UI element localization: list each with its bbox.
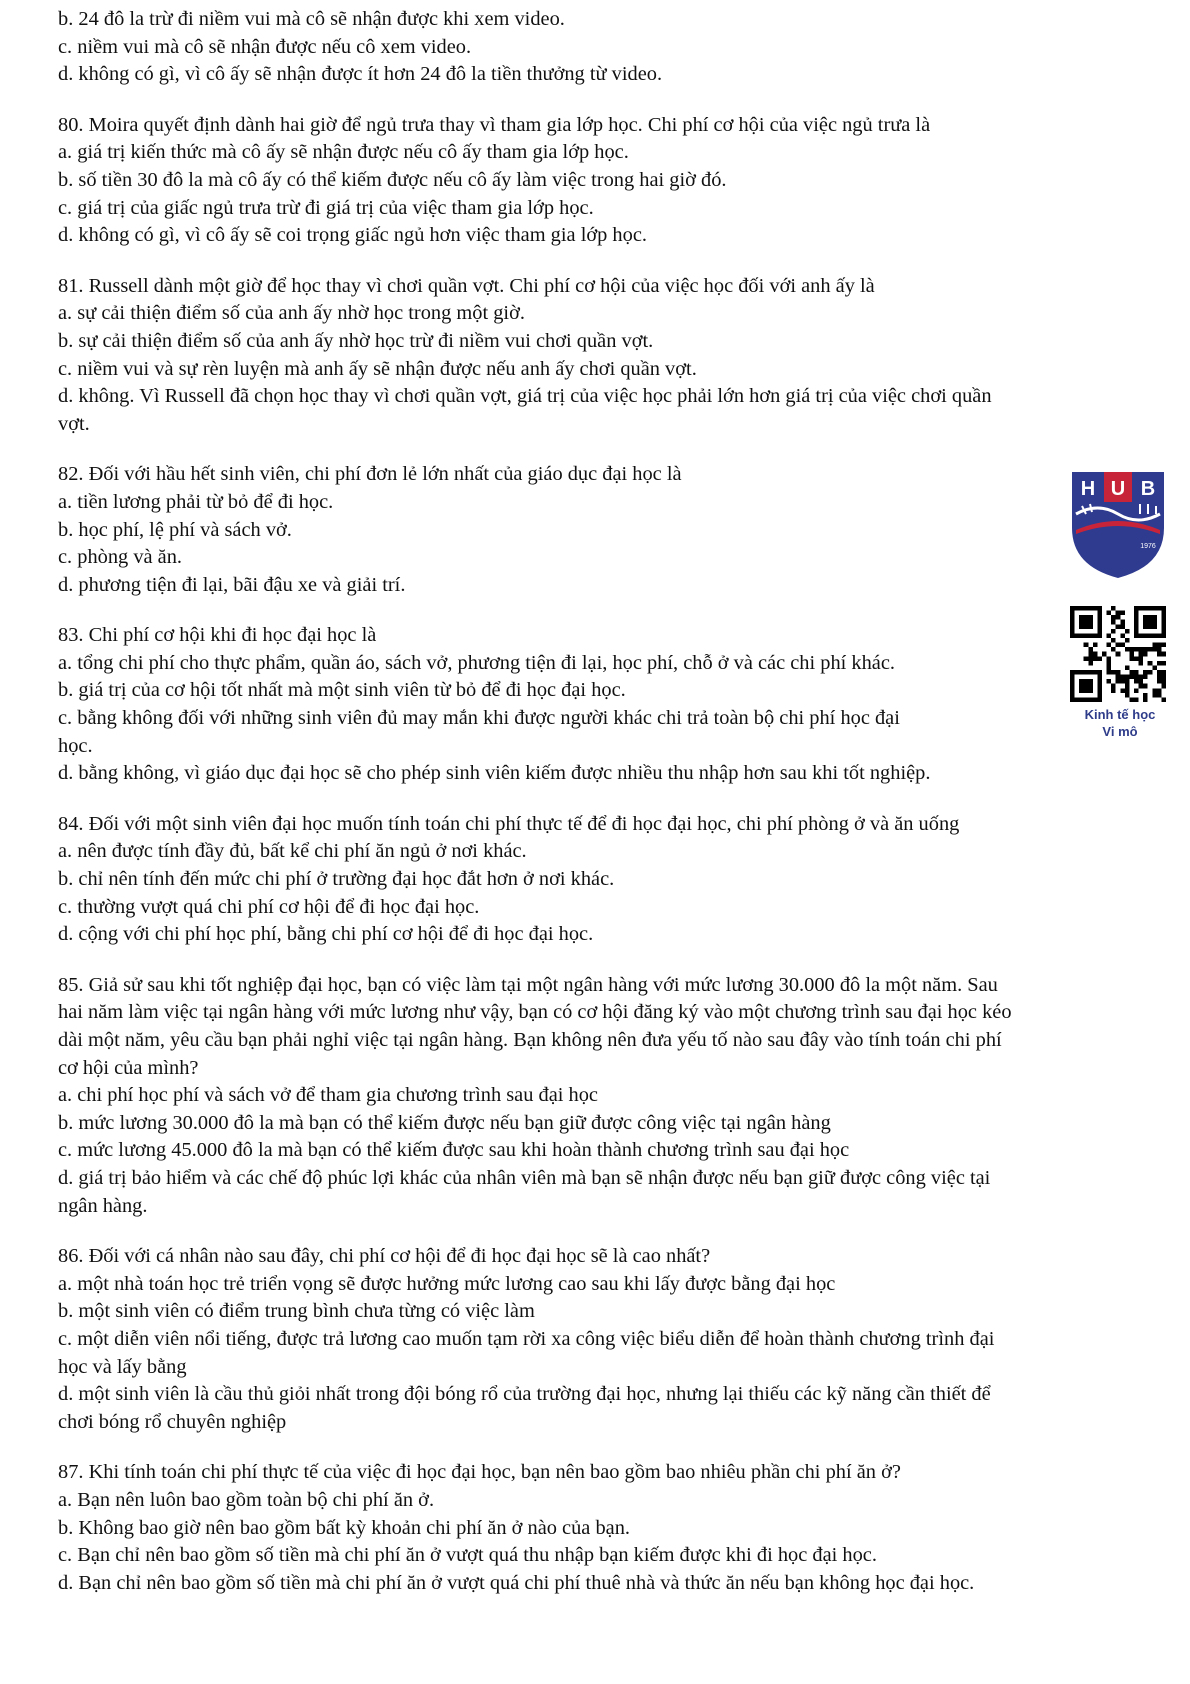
answer-text-line: học. <box>58 734 93 757</box>
answer-text-line: a. nên được tính đầy đủ, bất kể chi phí ăn ngủ ở nơi khác. <box>58 840 527 863</box>
answer-text-line: b. học phí, lệ phí và sách vở. <box>58 518 292 541</box>
answer-text-line: cơ hội của mình? <box>58 1056 199 1079</box>
question-list <box>58 6 1148 1597</box>
answer-text-line: b. số tiền 30 đô la mà cô ấy có thể kiếm được nếu cô ấy làm việc trong hai giờ đó. <box>58 168 727 191</box>
answer-text-line: c. bằng không đối với những sinh viên đủ may mắn khi được người khác chi trả toàn bộ chi phí học đại <box>58 707 900 730</box>
answer-text-line: a. chi phí học phí và sách vở để tham gia chương trình sau đại học <box>58 1084 598 1107</box>
question-q82 <box>58 461 1148 599</box>
hub-shield-icon <box>1068 468 1168 580</box>
answer-text-line: b. sự cải thiện điểm số của anh ấy nhờ học trừ đi niềm vui chơi quần vợt. <box>58 329 654 352</box>
question-text-line: 80. Moira quyết định dành hai giờ để ngủ trưa thay vì tham gia lớp học. Chi phí cơ hội của việc ngủ trưa là <box>58 113 931 136</box>
answer-text-line: d. không có gì, vì cô ấy sẽ nhận được ít hơn 24 đô la tiền thưởng từ video. <box>58 63 663 86</box>
question-q81 <box>58 273 1148 439</box>
question-text-line: 87. Khi tính toán chi phí thực tế của việc đi học đại học, bạn nên bao gồm bao nhiêu phần chi phí ăn ở? <box>58 1461 901 1484</box>
question-q86 <box>58 1243 1148 1436</box>
answer-text-line: a. tiền lương phải từ bỏ để đi học. <box>58 490 334 513</box>
question-q84 <box>58 811 1148 949</box>
answer-text-line: c. niềm vui và sự rèn luyện mà anh ấy sẽ nhận được nếu anh ấy chơi quần vợt. <box>58 357 697 380</box>
question-q80 <box>58 112 1148 250</box>
answer-text-line: b. giá trị của cơ hội tốt nhất mà một sinh viên từ bỏ để đi học đại học. <box>58 679 626 702</box>
answer-text-line: a. giá trị kiến thức mà cô ấy sẽ nhận được nếu cô ấy tham gia lớp học. <box>58 141 629 164</box>
answer-text-line: d. Bạn chỉ nên bao gồm số tiền mà chi phí ăn ở vượt quá chi phí thuê nhà và thức ăn nếu bạn không học đại học. <box>58 1571 975 1594</box>
answer-text-line: d. phương tiện đi lại, bãi đậu xe và giải trí. <box>58 573 406 596</box>
answer-text-line: chơi bóng rổ chuyên nghiệp <box>58 1410 287 1433</box>
qr-code-icon <box>1070 606 1166 702</box>
question-text-line: b. 24 đô la trừ đi niềm vui mà cô sẽ nhận được khi xem video. <box>58 8 565 30</box>
answer-text-line: c. Bạn chỉ nên bao gồm số tiền mà chi phí ăn ở vượt quá thu nhập bạn kiếm được khi đi học đại học. <box>58 1544 877 1567</box>
answer-text-line: ngân hàng. <box>58 1194 148 1217</box>
question-q83 <box>58 622 1148 788</box>
answer-text-line: hai năm làm việc tại ngân hàng với mức lương như vậy, bạn có cơ hội đăng ký vào một chương trình sau đại học kéo <box>58 1001 1012 1024</box>
question-text-line: 83. Chi phí cơ hội khi đi học đại học là <box>58 624 377 647</box>
logo-letter-h: H <box>1080 478 1096 500</box>
answer-text-line: d. bằng không, vì giáo dục đại học sẽ cho phép sinh viên kiếm được nhiều thu nhập hơn sau khi tốt nghiệp. <box>58 762 931 785</box>
question-text-line: 86. Đối với cá nhân nào sau đây, chi phí cơ hội để đi học đại học sẽ là cao nhất? <box>58 1245 711 1268</box>
answer-text-line: d. cộng với chi phí học phí, bằng chi phí cơ hội để đi học đại học. <box>58 923 594 946</box>
answer-text-line: c. phòng và ăn. <box>58 546 183 569</box>
answer-text-line: a. Bạn nên luôn bao gồm toàn bộ chi phí ăn ở. <box>58 1488 435 1511</box>
answer-text-line: c. một diễn viên nổi tiếng, được trả lương cao muốn tạm rời xa công việc biểu diễn để hoàn thành chương trình đại <box>58 1327 995 1350</box>
answer-text-line: b. Không bao giờ nên bao gồm bất kỳ khoản chi phí ăn ở nào của bạn. <box>58 1516 630 1539</box>
answer-text-line: d. giá trị bảo hiểm và các chế độ phúc lợi khác của nhân viên mà bạn sẽ nhận được nếu bạn giữ được công việc tại <box>58 1166 991 1189</box>
answer-text-line: b. chỉ nên tính đến mức chi phí ở trường đại học đắt hơn ở nơi khác. <box>58 868 615 891</box>
hub-logo <box>1068 468 1168 580</box>
answer-text-line: c. giá trị của giấc ngủ trưa trừ đi giá trị của việc tham gia lớp học. <box>58 196 594 219</box>
question-q85 <box>58 972 1148 1220</box>
answer-text-line: d. không có gì, vì cô ấy sẽ coi trọng giấc ngủ hơn việc tham gia lớp học. <box>58 224 647 247</box>
answer-text-line: a. một nhà toán học trẻ triển vọng sẽ được hưởng mức lương cao sau khi lấy được bằng đại học <box>58 1272 836 1295</box>
answer-text-line: vợt. <box>58 412 90 435</box>
answer-text-line: d. không. Vì Russell đã chọn học thay vì chơi quần vợt, giá trị của việc học phải lớn hơn giá trị của việc chơi quần <box>58 385 992 408</box>
answer-text-line: a. sự cải thiện điểm số của anh ấy nhờ học trong một giờ. <box>58 302 525 325</box>
answer-text-line: c. niềm vui mà cô sẽ nhận được nếu cô xem video. <box>58 35 472 58</box>
logo-letter-u: U <box>1110 478 1126 500</box>
question-text-line: 82. Đối với hầu hết sinh viên, chi phí đơn lẻ lớn nhất của giáo dục đại học là <box>58 463 682 486</box>
answer-text-line: học và lấy bằng <box>58 1355 187 1378</box>
answer-text-line: b. một sinh viên có điểm trung bình chưa từng có việc làm <box>58 1300 535 1323</box>
question-text-line: 84. Đối với một sinh viên đại học muốn tính toán chi phí thực tế để đi học đại học, chi phí phòng ở và ăn uống <box>58 812 960 835</box>
question-text-line: 81. Russell dành một giờ để học thay vì chơi quần vợt. Chi phí cơ hội của việc học đối với anh ấy là <box>58 274 875 297</box>
answer-text-line: a. tổng chi phí cho thực phẩm, quần áo, sách vở, phương tiện đi lại, học phí, chỗ ở và các chi phí khác. <box>58 651 896 674</box>
answer-text-line: d. một sinh viên là cầu thủ giỏi nhất trong đội bóng rổ của trường đại học, nhưng lại thiếu các kỹ năng cần thiết để <box>58 1383 991 1406</box>
question-text-line: 85. Giả sử sau khi tốt nghiệp đại học, bạn có việc làm tại một ngân hàng với mức lương 30.000 đô la một năm. Sau <box>58 973 998 996</box>
logo-caption-line1: Kinh tế học <box>1084 707 1156 722</box>
logo-caption-line2: Vi mô <box>1102 724 1138 739</box>
answer-text-line: b. mức lương 30.000 đô la mà bạn có thể kiếm được nếu bạn giữ được công việc tại ngân hàng <box>58 1111 831 1134</box>
answer-text-line: dài một năm, yêu cầu bạn phải nghỉ việc tại ngân hàng. Bạn không nên đưa yếu tố nào sau đây vào tính toán chi phí <box>58 1029 1002 1051</box>
logo-year: 1976 <box>1140 543 1156 550</box>
answer-text-line: c. thường vượt quá chi phí cơ hội để đi học đại học. <box>58 895 480 918</box>
answer-text-line: c. mức lương 45.000 đô la mà bạn có thể kiếm được sau khi hoàn thành chương trình sau đại học <box>58 1139 850 1162</box>
logo-caption <box>1050 706 1190 740</box>
question-q79-tail <box>58 6 1148 89</box>
document-page <box>58 6 1148 1620</box>
question-q87 <box>58 1459 1148 1597</box>
logo-letter-b: B <box>1140 478 1156 500</box>
